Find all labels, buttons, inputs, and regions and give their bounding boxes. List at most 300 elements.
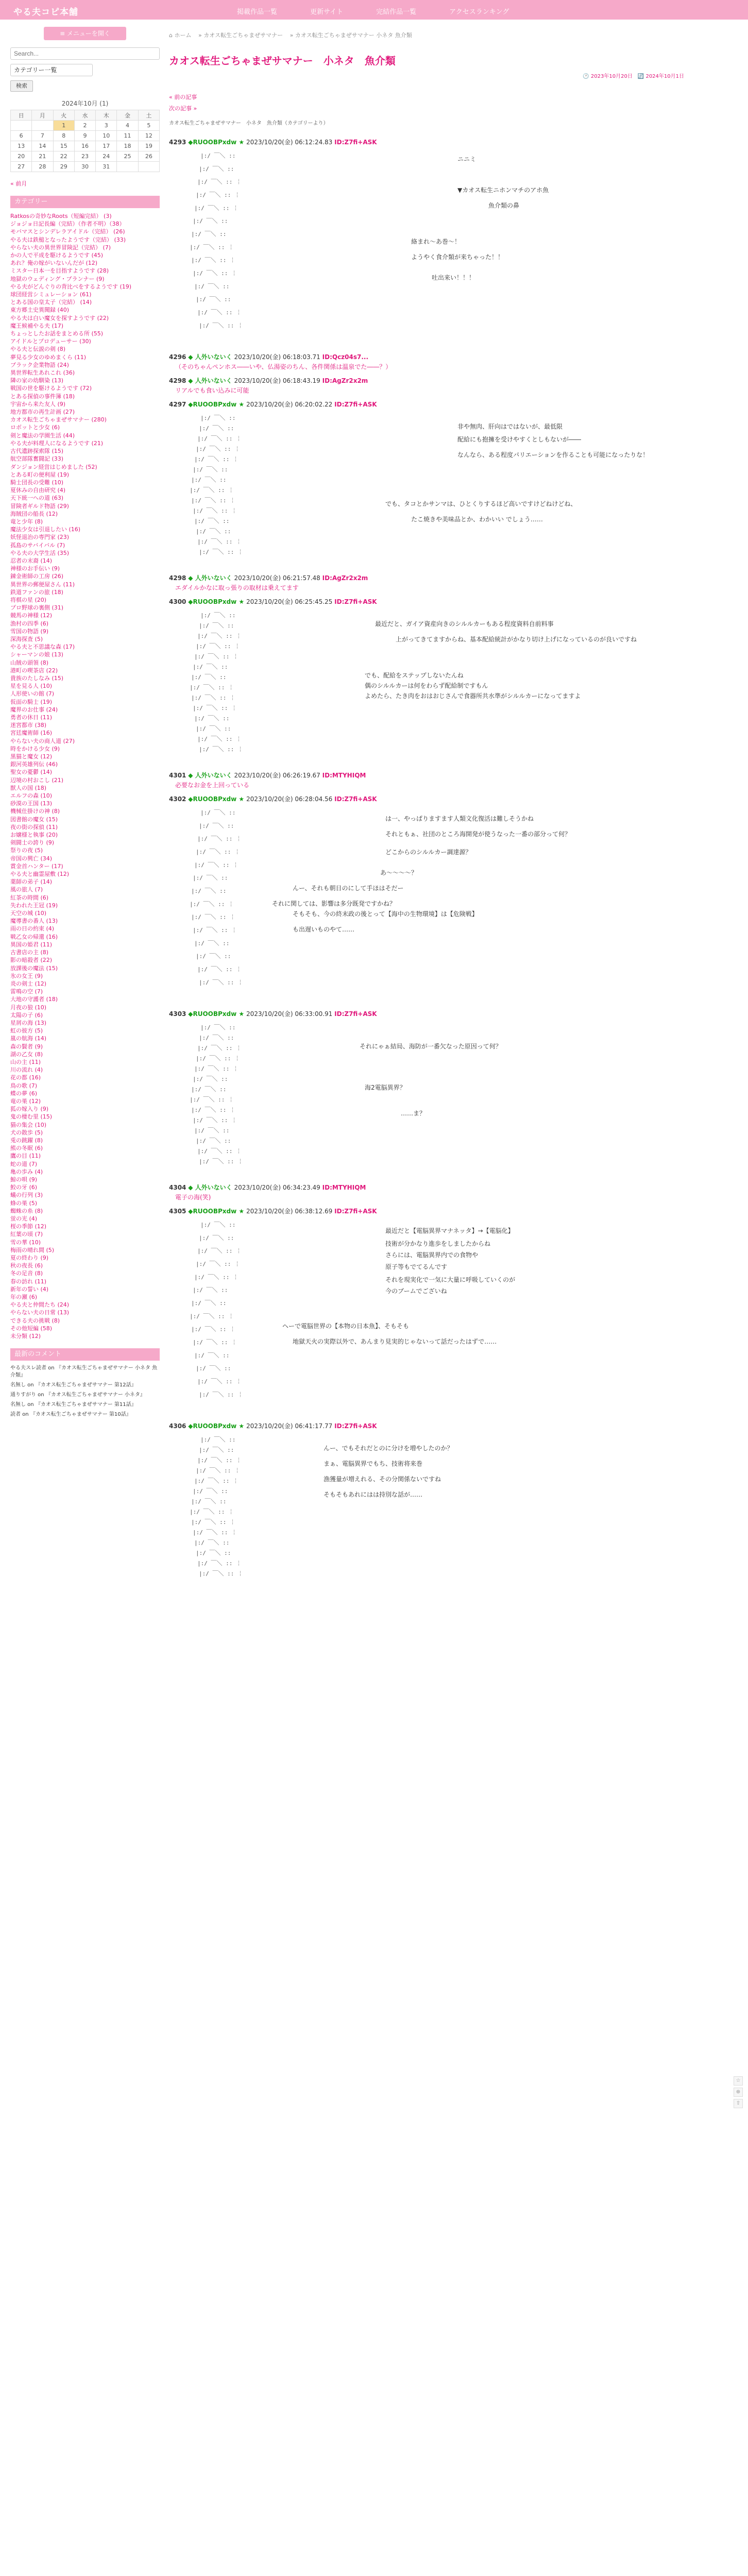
category-item[interactable]: やる夫と伝説の剣 (8) <box>10 346 66 353</box>
category-item[interactable]: 冒険者ギルド物語 (29) <box>10 502 69 510</box>
category-item[interactable]: 剣闘士の誇り (9) <box>10 839 55 846</box>
category-item[interactable]: 猫の集会 (10) <box>10 1121 47 1128</box>
post-id[interactable]: ID:Z7fi+ASK <box>334 795 377 803</box>
category-item[interactable]: やる夫と幽霊屋敷 (12) <box>10 871 70 878</box>
category-item[interactable]: 海賊団の船長 (12) <box>10 510 58 517</box>
post-number: 4297 <box>169 401 186 408</box>
post-datetime: 2023/10/20(金) 06:34:23.49 <box>234 1184 320 1191</box>
svg-text:|:/ ￣＼ :: ￤: |:/ ￣＼ :: ￤ <box>193 270 246 277</box>
category-item[interactable]: ミスター日本一を目指すようです (28) <box>10 267 109 275</box>
category-item[interactable]: 錬金術師の工房 (26) <box>10 573 64 580</box>
category-item[interactable]: 鬼の棲む里 (15) <box>10 1113 53 1121</box>
category-item[interactable]: かの人で平成を駆けるようです (45) <box>10 252 104 259</box>
category-item[interactable]: 亀の歩み (4) <box>10 1168 43 1175</box>
post-id[interactable]: ID:Z7fi+ASK <box>334 1010 377 1018</box>
category-item[interactable]: シャーマンの娘 (13) <box>10 651 63 658</box>
category-list <box>10 212 160 1340</box>
post-id[interactable]: ID:Qcz04s7... <box>322 353 369 361</box>
category-item[interactable]: ブラック企業物語 (24) <box>10 361 69 368</box>
category-item[interactable]: ロボットと少女 (6) <box>10 424 60 431</box>
calendar-day[interactable]: 7 <box>32 131 53 141</box>
prev-article-link[interactable]: « 前の記事 <box>169 94 197 100</box>
svg-text:|:/ ￣＼ :: ￤: |:/ ￣＼ :: ￤ <box>190 487 234 494</box>
ascii-art-dialogue: も出遅いものやて…… <box>293 926 355 933</box>
category-item[interactable]: 星を見る人 (10) <box>10 683 53 690</box>
calendar-day[interactable]: 6 <box>11 131 32 141</box>
ascii-art-figure <box>179 412 365 566</box>
calendar-day[interactable]: 24 <box>96 151 117 162</box>
svg-text:|:/ ￣＼ :: ￤: |:/ ￣＼ :: ￤ <box>196 1261 240 1267</box>
calendar-day[interactable]: 1 <box>53 121 74 131</box>
post-header <box>169 1183 684 1192</box>
category-item[interactable]: 湖の乙女 (8) <box>10 1050 43 1058</box>
category-item[interactable]: 兎の跳躍 (8) <box>10 1137 43 1144</box>
ascii-art-dialogue: 漁獲量が増えれる、その分関係ないですね <box>324 1476 441 1483</box>
open-menu-button[interactable]: ≡ メニューを開く <box>44 27 126 40</box>
calendar-day[interactable]: 11 <box>117 131 138 141</box>
category-item[interactable]: 鯨の唄 (9) <box>10 1176 38 1183</box>
recent-comment-item[interactable]: 読者 on 『カオス転生ごちゃまぜサマナー 第10話』 <box>10 1412 131 1418</box>
ascii-art-dialogue: まぁ、電脳異界でもち、技術将来巻 <box>324 1460 423 1467</box>
category-item[interactable]: その他短編 (58) <box>10 1325 53 1332</box>
category-item[interactable]: 神様のお手伝い (9) <box>10 565 60 572</box>
svg-text:|:/ ￣＼ :: ￤: |:/ ￣＼ :: ￤ <box>196 1467 240 1474</box>
post-list <box>169 138 684 1588</box>
ascii-art-dialogue: よめたら、たき肉をおはおじさんで食器所共水準がシルルカーになってますよ <box>365 692 581 700</box>
post-header <box>169 771 684 779</box>
category-item[interactable]: 鳥の歌 (7) <box>10 1082 38 1089</box>
category-item[interactable]: 夢見る少女のゆめまくら (11) <box>10 353 87 361</box>
post-id[interactable]: ID:AgZr2x2m <box>322 377 368 384</box>
calendar-day[interactable]: 31 <box>96 162 117 172</box>
post-datetime: 2023/10/20(金) 06:21:57.48 <box>234 574 320 582</box>
post-id[interactable]: ID:Z7fi+ASK <box>334 139 377 146</box>
category-item[interactable]: 蝶の夢 (6) <box>10 1090 38 1097</box>
category-item[interactable]: やる夫は鉄槌となったようです（完結） (33) <box>10 236 126 243</box>
category-item[interactable]: 年の瀬 (6) <box>10 1294 38 1301</box>
nav-item-ranking[interactable]: アクセスランキング <box>449 8 509 16</box>
category-item[interactable]: とある探偵の事件簿 (18) <box>10 393 75 400</box>
category-item[interactable]: 地方都市の再生計画 (27) <box>10 409 75 416</box>
calendar-day[interactable]: 3 <box>96 121 117 131</box>
post-id[interactable]: ID:Z7fi+ASK <box>334 1422 377 1430</box>
category-item[interactable]: 妖怪退治の専門家 (23) <box>10 534 70 541</box>
ascii-art-dialogue: 非や無肉、肝向はではないが、最低限 <box>457 423 563 430</box>
category-item[interactable]: 魔王候補やる夫 (17) <box>10 322 64 329</box>
svg-text:|:/ ￣＼ :: ￤: |:/ ￣＼ :: ￤ <box>191 1326 235 1333</box>
category-item[interactable]: 放課後の魔法 (15) <box>10 964 58 972</box>
category-item[interactable]: 新年の誓い (4) <box>10 1285 49 1293</box>
category-item[interactable]: 時をかける少女 (9) <box>10 745 60 752</box>
calendar-day[interactable]: 4 <box>117 121 138 131</box>
svg-text:|:/ ￣＼ :: ￤: |:/ ￣＼ :: ￤ <box>196 192 240 198</box>
calendar-day[interactable]: 26 <box>138 151 159 162</box>
category-item[interactable]: 竜の巣 (12) <box>10 1097 41 1105</box>
category-item[interactable]: 未分類 (12) <box>10 1333 41 1340</box>
category-item[interactable]: 賞金首ハンター (17) <box>10 862 63 870</box>
category-item[interactable]: 影の暗殺者 (22) <box>10 957 53 964</box>
category-select[interactable]: カテゴリー一覧 <box>10 64 93 76</box>
next-article-link[interactable]: 次の記事 » <box>169 105 197 112</box>
category-item[interactable]: 雷鳴の空 (7) <box>10 988 43 995</box>
svg-text:|:/ ￣＼ ::: |:/ ￣＼ :: <box>193 664 228 670</box>
ascii-art-dialogue: なんなら、ある程度パリエーションを作ることも可能になったりな！ <box>457 451 649 459</box>
calendar-day[interactable]: 16 <box>74 141 95 151</box>
category-item[interactable]: 異国の姫君 (11) <box>10 941 53 948</box>
calendar-day[interactable]: 12 <box>138 131 159 141</box>
post-header <box>169 1207 684 1215</box>
category-item[interactable]: 砂漠の王国 (13) <box>10 800 53 807</box>
search-input[interactable] <box>10 47 160 60</box>
svg-text:|:/ ￣＼ ::: |:/ ￣＼ :: <box>199 1234 234 1242</box>
calendar-day[interactable]: 25 <box>117 151 138 162</box>
svg-text:|:/ ￣＼ :: ￤: |:/ ￣＼ :: ￤ <box>194 1478 248 1484</box>
recent-comment-item[interactable]: 名無し on 『カオス転生ごちゃまぜサマナー 第12話』 <box>10 1382 137 1388</box>
post-number: 4298 <box>169 377 186 384</box>
calendar-day[interactable]: 5 <box>138 121 159 131</box>
category-item[interactable]: 鮫の牙 (6) <box>10 1184 38 1191</box>
category-item[interactable]: 魔法少女は引退したい (16) <box>10 526 81 533</box>
category-item[interactable]: 競馬の神様 (12) <box>10 612 53 619</box>
ascii-art-dialogue: 最近だと【電脳異界マナネッタ】→【電脳化】 <box>385 1227 514 1234</box>
calendar-day[interactable]: 2 <box>74 121 95 131</box>
ascii-art-dialogue: は一、やっぱりますます人類文化復活は難しそうかね <box>385 815 534 822</box>
scroll-top-icon[interactable]: ⇧ <box>734 2099 743 2108</box>
post-number: 4296 <box>169 353 186 361</box>
post-id[interactable]: ID:Z7fi+ASK <box>334 598 377 605</box>
category-item[interactable]: 犬の散歩 (5) <box>10 1129 43 1136</box>
category-item[interactable]: 雨の日の約束 (4) <box>10 925 55 933</box>
recent-comments-header: 最新のコメント <box>10 1348 160 1361</box>
recent-comment-item[interactable]: 名無し on 『カオス転生ごちゃまぜサマナー 第11話』 <box>10 1402 137 1408</box>
category-item[interactable]: やる夫がどんぐりの背比べをするようです (19) <box>10 283 132 290</box>
category-item[interactable]: 薬師の弟子 (14) <box>10 878 53 886</box>
post-text: 必要なお金を上回っている <box>175 782 250 789</box>
category-item[interactable]: 将棋の星 (20) <box>10 596 47 603</box>
category-item[interactable]: 雪の華 (10) <box>10 1239 41 1246</box>
calendar-day[interactable]: 17 <box>96 141 117 151</box>
ascii-art-dialogue: 絡まれ～あ巻～！ <box>411 238 461 245</box>
category-item[interactable]: 蜘蛛の糸 (8) <box>10 1207 43 1214</box>
calendar-day[interactable]: 30 <box>74 162 95 172</box>
category-item[interactable]: 航空部隊奮闘記 (33) <box>10 455 64 463</box>
calendar-day[interactable]: 13 <box>11 141 32 151</box>
svg-text:|:/ ￣＼ :: ￤: |:/ ￣＼ :: ￤ <box>191 694 235 701</box>
svg-text:|:/ ￣＼ :: ￤: |:/ ￣＼ :: ￤ <box>199 1391 243 1398</box>
svg-text:|:/ ￣＼ :: ￤: |:/ ￣＼ :: ￤ <box>197 1560 242 1567</box>
category-item[interactable]: お嬢様と執事 (20) <box>10 832 58 839</box>
category-item[interactable]: ちょっとしたお話をまとめる所 (55) <box>10 330 104 337</box>
category-item[interactable]: とある国の皇太子（完結） (14) <box>10 299 92 306</box>
ascii-art-dialogue: さらには、電脳異界内での食物や <box>385 1251 479 1259</box>
post-number: 4304 <box>169 1184 186 1191</box>
category-item[interactable]: 花の都 (16) <box>10 1074 41 1081</box>
category-item[interactable]: 紅茶の時間 (6) <box>10 894 49 901</box>
post-author: ◆ 人外いないく <box>188 1184 232 1191</box>
svg-text:|:/ ￣＼ :: ￤: |:/ ￣＼ :: ￤ <box>190 684 234 691</box>
svg-text:|:/ ￣＼ :: ￤: |:/ ￣＼ :: ￤ <box>196 446 240 452</box>
category-item[interactable]: 獣人の国 (18) <box>10 784 47 791</box>
category-item[interactable]: 春の訪れ (11) <box>10 1278 47 1285</box>
category-item[interactable]: 熊の冬眠 (6) <box>10 1145 43 1152</box>
category-item[interactable]: 風の旅人 (7) <box>10 886 43 893</box>
top-navigation <box>237 6 509 16</box>
ascii-art-figure <box>179 1433 365 1588</box>
category-item[interactable]: 大地の守護者 (18) <box>10 996 58 1003</box>
recent-comment-item[interactable]: 通りすがり on 『カオス転生ごちゃまぜサマナー 小ネタ』 <box>10 1392 145 1398</box>
category-item[interactable]: 迷宮都市 (38) <box>10 722 47 729</box>
weekday: 月 <box>32 110 53 121</box>
ascii-art-figure <box>179 609 365 764</box>
calendar-day[interactable]: 21 <box>32 151 53 162</box>
category-item[interactable]: 球団経営シミュレーション (61) <box>10 291 92 298</box>
post-id[interactable]: ID:Z7fi+ASK <box>334 1208 377 1215</box>
calendar-day[interactable]: 8 <box>53 131 74 141</box>
ascii-art-dialogue: 地獄天火の実際以外で、あんまり見実的じゃないって話だったはずで…… <box>293 1338 497 1345</box>
category-item[interactable]: 炎の剣士 (12) <box>10 980 47 987</box>
category-item[interactable]: 戦乙女の帰還 (16) <box>10 933 58 940</box>
post-author: ◆ 人外いないく <box>188 353 232 361</box>
category-item[interactable]: 東方郷土史異聞録 (40) <box>10 307 70 314</box>
calendar-day[interactable]: 23 <box>74 151 95 162</box>
category-item[interactable]: 天空の城 (10) <box>10 910 47 917</box>
category-item[interactable]: プロ野球の裏側 (31) <box>10 604 64 612</box>
category-item[interactable]: 嵐の航海 (14) <box>10 1035 47 1042</box>
breadcrumb-home[interactable]: ⌂ ホーム <box>169 32 192 39</box>
svg-text:|:/ ￣＼ ::: |:/ ￣＼ :: <box>193 1488 228 1495</box>
ascii-art-dialogue: それにゃぁ結局、海防が一番欠なった原因って何？ <box>360 1043 502 1050</box>
svg-text:|:/ ￣＼ ::: |:/ ￣＼ :: <box>194 1127 230 1134</box>
recent-comment-item[interactable]: やる夫スレ読者 on 『カオス転生ごちゃまぜサマナー 小ネタ 魚介類』 <box>10 1365 158 1379</box>
category-item[interactable]: 図書館の魔女 (15) <box>10 816 58 823</box>
calendar-week <box>11 121 160 131</box>
category-item[interactable]: 夏の終わり (9) <box>10 1255 49 1262</box>
category-item[interactable]: 忍者の末裔 (14) <box>10 557 53 564</box>
category-item[interactable]: 戦国の世を駆けるようです (72) <box>10 385 92 392</box>
category-item[interactable]: 機械仕掛けの神 (8) <box>10 808 60 815</box>
ascii-art-figure <box>179 1218 365 1414</box>
category-item[interactable]: 蟻の行列 (3) <box>10 1192 43 1199</box>
category-item[interactable]: やる夫の大学生活 (35) <box>10 549 70 556</box>
category-item[interactable]: 桜の季節 (12) <box>10 1223 47 1230</box>
category-item[interactable]: 蜂の巣 (5) <box>10 1199 38 1207</box>
category-item[interactable]: やる夫は白い魔女を探すようです (22) <box>10 314 109 321</box>
post-header <box>169 352 684 361</box>
calendar-day[interactable]: 22 <box>53 151 74 162</box>
svg-text:|:/ ￣＼ :: ￤: |:/ ￣＼ :: ￤ <box>194 456 248 463</box>
category-item[interactable]: エルフの森 (10) <box>10 792 53 800</box>
calendar-day[interactable]: 18 <box>117 141 138 151</box>
category-item[interactable]: 魔導書の番人 (13) <box>10 918 58 925</box>
category-item[interactable]: 月夜の狼 (10) <box>10 1004 47 1011</box>
post-id[interactable]: ID:AgZr2x2m <box>322 574 368 582</box>
category-item[interactable]: モバマスとシンデレラアイドル（完結） (26) <box>10 228 125 235</box>
svg-text:|:/ ￣＼ :: ￤: |:/ ￣＼ :: ￤ <box>196 643 240 650</box>
zoom-icon[interactable]: ⊕ <box>734 2088 743 2097</box>
svg-text:|:/ ￣＼ ::: |:/ ￣＼ :: <box>193 466 228 473</box>
category-item[interactable]: やらない夫の日常 (13) <box>10 1309 70 1316</box>
category-item[interactable]: 天下統一への道 (63) <box>10 495 64 502</box>
bookmark-icon[interactable]: ☆ <box>734 2076 743 2086</box>
category-item[interactable]: 太陽の子 (6) <box>10 1011 43 1019</box>
category-item[interactable]: 勇者の休日 (11) <box>10 714 53 721</box>
calendar-day[interactable]: 29 <box>53 162 74 172</box>
category-item[interactable]: 夏休みの自由研究 (4) <box>10 487 66 494</box>
post-datetime: 2023/10/20(金) 06:25:45.25 <box>246 598 333 605</box>
svg-text:|:/ ￣＼ ::: |:/ ￣＼ :: <box>200 152 236 159</box>
category-item[interactable]: ジョジョ日記長編（完結）（作者不明）（38） <box>10 221 125 228</box>
svg-text:|:/ ￣＼ ::: |:/ ￣＼ :: <box>200 1222 236 1228</box>
post-datetime: 2023/10/20(金) 06:18:43.19 <box>234 377 320 384</box>
nav-item-works[interactable]: 掲載作品一覧 <box>237 8 278 16</box>
ascii-art-dialogue: たこ焼きや美味品とか、わかいい でしょう…… <box>411 516 543 523</box>
category-item[interactable]: 川の流れ (4) <box>10 1066 43 1074</box>
breadcrumb-category[interactable]: » カオス転生ごちゃまぜサマナー <box>198 32 283 39</box>
calendar-day <box>117 162 138 172</box>
category-item[interactable]: あれ？俺の嫁がいないんだが (12) <box>10 260 98 267</box>
category-item[interactable]: カオス転生ごちゃまぜサマナー (280) <box>10 416 107 423</box>
category-item[interactable]: やらない夫の異世界冒険記（完結） (7) <box>10 244 111 251</box>
svg-text:|:/ ￣＼ ::: |:/ ￣＼ :: <box>193 217 228 225</box>
category-item[interactable]: 宮廷魔術師 (16) <box>10 730 53 737</box>
calendar-week <box>11 162 160 172</box>
category-item[interactable]: できる夫の挑戦 (8) <box>10 1317 60 1324</box>
category-item[interactable]: 雪国の物語 (9) <box>10 628 49 635</box>
weekday: 火 <box>53 110 74 121</box>
svg-text:|:/ ￣＼ :: ￤: |:/ ￣＼ :: ￤ <box>194 653 248 660</box>
category-item[interactable]: 星屑の海 (13) <box>10 1019 47 1026</box>
post-id[interactable]: ID:MTYHIQM <box>322 1184 366 1191</box>
calendar-day[interactable]: 14 <box>32 141 53 151</box>
post-number: 4305 <box>169 1208 186 1215</box>
category-item[interactable]: 失われた王冠 (19) <box>10 902 58 909</box>
post-text: エダイルかなに取っ張りの取材は乗えてます <box>175 584 299 591</box>
category-item[interactable]: とある町の便利屋 (19) <box>10 471 70 478</box>
svg-text:|:/ ￣＼ ::: |:/ ￣＼ :: <box>200 1436 236 1443</box>
category-item[interactable]: 氷の女王 (9) <box>10 972 43 979</box>
site-title[interactable]: やる夫コピ本舗 <box>13 7 78 18</box>
calendar-day[interactable]: 10 <box>96 131 117 141</box>
weekday: 土 <box>138 110 159 121</box>
category-item[interactable]: 辺境の村おこし (21) <box>10 776 64 784</box>
ascii-art-block <box>169 1218 684 1414</box>
category-item[interactable]: 異世界転生あれこれ (36) <box>10 369 75 377</box>
category-item[interactable]: 虹の彼方 (5) <box>10 1027 43 1035</box>
post-number: 4293 <box>169 139 186 146</box>
category-item[interactable]: 聖女の憂鬱 (14) <box>10 769 53 776</box>
nav-item-updates[interactable]: 更新サイト <box>310 8 344 16</box>
category-item[interactable]: 古代遺跡探索隊 (15) <box>10 448 64 455</box>
category-item[interactable]: 鷹の目 (11) <box>10 1153 41 1160</box>
article-title: カオス転生ごちゃまぜサマナー 小ネタ 魚介類 <box>169 55 396 67</box>
category-item[interactable]: 冬の足音 (8) <box>10 1270 43 1277</box>
category-item[interactable]: 地獄のウェディング・プランナー (9) <box>10 275 105 282</box>
weekday: 木 <box>96 110 117 121</box>
category-item[interactable]: やる夫と不思議な森 (17) <box>10 643 75 651</box>
calendar-day[interactable]: 9 <box>74 131 95 141</box>
category-item[interactable]: 漁村の四季 (6) <box>10 620 49 627</box>
svg-text:|:/ ￣＼ ::: |:/ ￣＼ :: <box>199 425 234 432</box>
category-item[interactable]: 森の賢者 (9) <box>10 1043 43 1050</box>
category-item[interactable]: 深海探査 (5) <box>10 635 43 642</box>
category-item[interactable]: やる夫が料理人になるようです (21) <box>10 439 104 447</box>
category-item[interactable]: 貴族のたしなみ (15) <box>10 674 64 682</box>
category-item[interactable]: 鉄道ファンの旅 (18) <box>10 588 63 596</box>
ascii-art-dialogue: それを現実化で一気に大量に呼吸していくのが <box>385 1276 516 1283</box>
category-item[interactable]: 銀河英雄列伝 (46) <box>10 761 58 768</box>
category-item[interactable]: 蛇の道 (7) <box>10 1160 38 1167</box>
category-item[interactable]: 人形使いの館 (7) <box>10 690 55 698</box>
category-item[interactable]: 狐の嫁入り (9) <box>10 1106 49 1113</box>
category-item[interactable]: 仮面の騎士 (19) <box>10 698 53 705</box>
category-item[interactable]: ダンジョン経営はじめました (52) <box>10 463 97 470</box>
calendar-prev-link[interactable] <box>10 179 160 188</box>
category-item[interactable]: 紅葉の頃 (7) <box>10 1231 43 1238</box>
svg-text:|:/ ￣＼ :: ￤: |:/ ￣＼ :: ￤ <box>191 257 235 264</box>
category-item[interactable]: 孤島のサバイバル (7) <box>10 541 65 549</box>
post-author: ◆RUOOBPxdw ★ <box>188 139 245 146</box>
calendar-day[interactable]: 27 <box>11 162 32 172</box>
category-item[interactable]: 祭りの夜 (5) <box>10 847 43 854</box>
calendar-prev-text[interactable]: « 前月 <box>10 180 27 187</box>
post-number: 4300 <box>169 598 186 605</box>
category-item[interactable]: 梅雨の晴れ間 (5) <box>10 1246 55 1253</box>
category-item[interactable]: 剣と魔法の学園生活 (44) <box>10 432 75 439</box>
category-item[interactable]: 古書店の主 (8) <box>10 949 49 956</box>
nav-item-completed[interactable]: 完結作品一覧 <box>376 8 417 16</box>
post-id[interactable]: ID:Z7fi+ASK <box>334 401 377 408</box>
post-id[interactable]: ID:MTYHIQM <box>322 772 366 779</box>
category-item[interactable]: 異世界の郵便屋さん (11) <box>10 581 75 588</box>
category-item[interactable]: やらない夫の商人道 (27) <box>10 737 75 744</box>
ascii-art-dialogue: 魚介類の鼻 <box>488 202 520 209</box>
calendar-day[interactable]: 20 <box>11 151 32 162</box>
category-item[interactable]: 隣の家の幼馴染 (13) <box>10 377 64 384</box>
svg-text:|:/ ￣＼ :: ￤: |:/ ￣＼ :: ￤ <box>199 549 243 555</box>
search-button[interactable]: 検索 <box>10 80 33 92</box>
category-item[interactable]: 宇宙から来た友人 (9) <box>10 400 66 408</box>
calendar-day[interactable]: 15 <box>53 141 74 151</box>
category-item[interactable]: 山の主 (11) <box>10 1058 41 1065</box>
category-item[interactable]: 竜と少年 (8) <box>10 518 43 525</box>
calendar-day <box>138 162 159 172</box>
ascii-art-figure <box>179 1021 365 1176</box>
svg-text:|:/ ￣＼ :: ￤: |:/ ￣＼ :: ￤ <box>199 1158 243 1165</box>
category-item[interactable]: 蛍の光 (4) <box>10 1215 38 1222</box>
calendar-day[interactable]: 19 <box>138 141 159 151</box>
category-item[interactable]: 山賊の頭領 (8) <box>10 659 49 666</box>
category-item[interactable]: 夜の街の探偵 (11) <box>10 823 58 831</box>
recent-comments-list <box>10 1365 160 1418</box>
category-item[interactable]: 秋の夜長 (6) <box>10 1262 43 1269</box>
category-item[interactable]: Ratkosの奇妙なRoots（短編完結） (3) <box>10 213 112 219</box>
svg-text:|:/ ￣＼ :: ￤: |:/ ￣＼ :: ￤ <box>197 1378 242 1385</box>
svg-text:|:/ ￣＼ ::: |:/ ￣＼ :: <box>200 809 236 816</box>
category-item[interactable]: 帝国の興亡 (34) <box>10 855 53 862</box>
post-author: ◆ 人外いないく <box>188 772 232 779</box>
category-item[interactable]: 騎士団長の受難 (10) <box>10 479 64 486</box>
svg-text:|:/ ￣＼ ::: |:/ ￣＼ :: <box>194 283 230 290</box>
category-item[interactable]: やる夫と仲間たち (24) <box>10 1301 70 1309</box>
category-item[interactable]: アイドルとプロデューサー (30) <box>10 338 91 345</box>
calendar-day[interactable]: 28 <box>32 162 53 172</box>
category-item[interactable]: 黒猫と魔女 (12) <box>10 753 53 760</box>
post-datetime: 2023/10/20(金) 06:28:04.56 <box>246 795 333 803</box>
svg-text:|:/ ￣＼ :: ￤: |:/ ￣＼ :: ￤ <box>197 736 242 742</box>
category-item[interactable]: 魔界のお仕事 (24) <box>10 706 58 713</box>
svg-text:|:/ ￣＼ :: ￤: |:/ ￣＼ :: ￤ <box>193 1529 246 1536</box>
category-item[interactable]: 港町の喫茶店 (22) <box>10 667 58 674</box>
